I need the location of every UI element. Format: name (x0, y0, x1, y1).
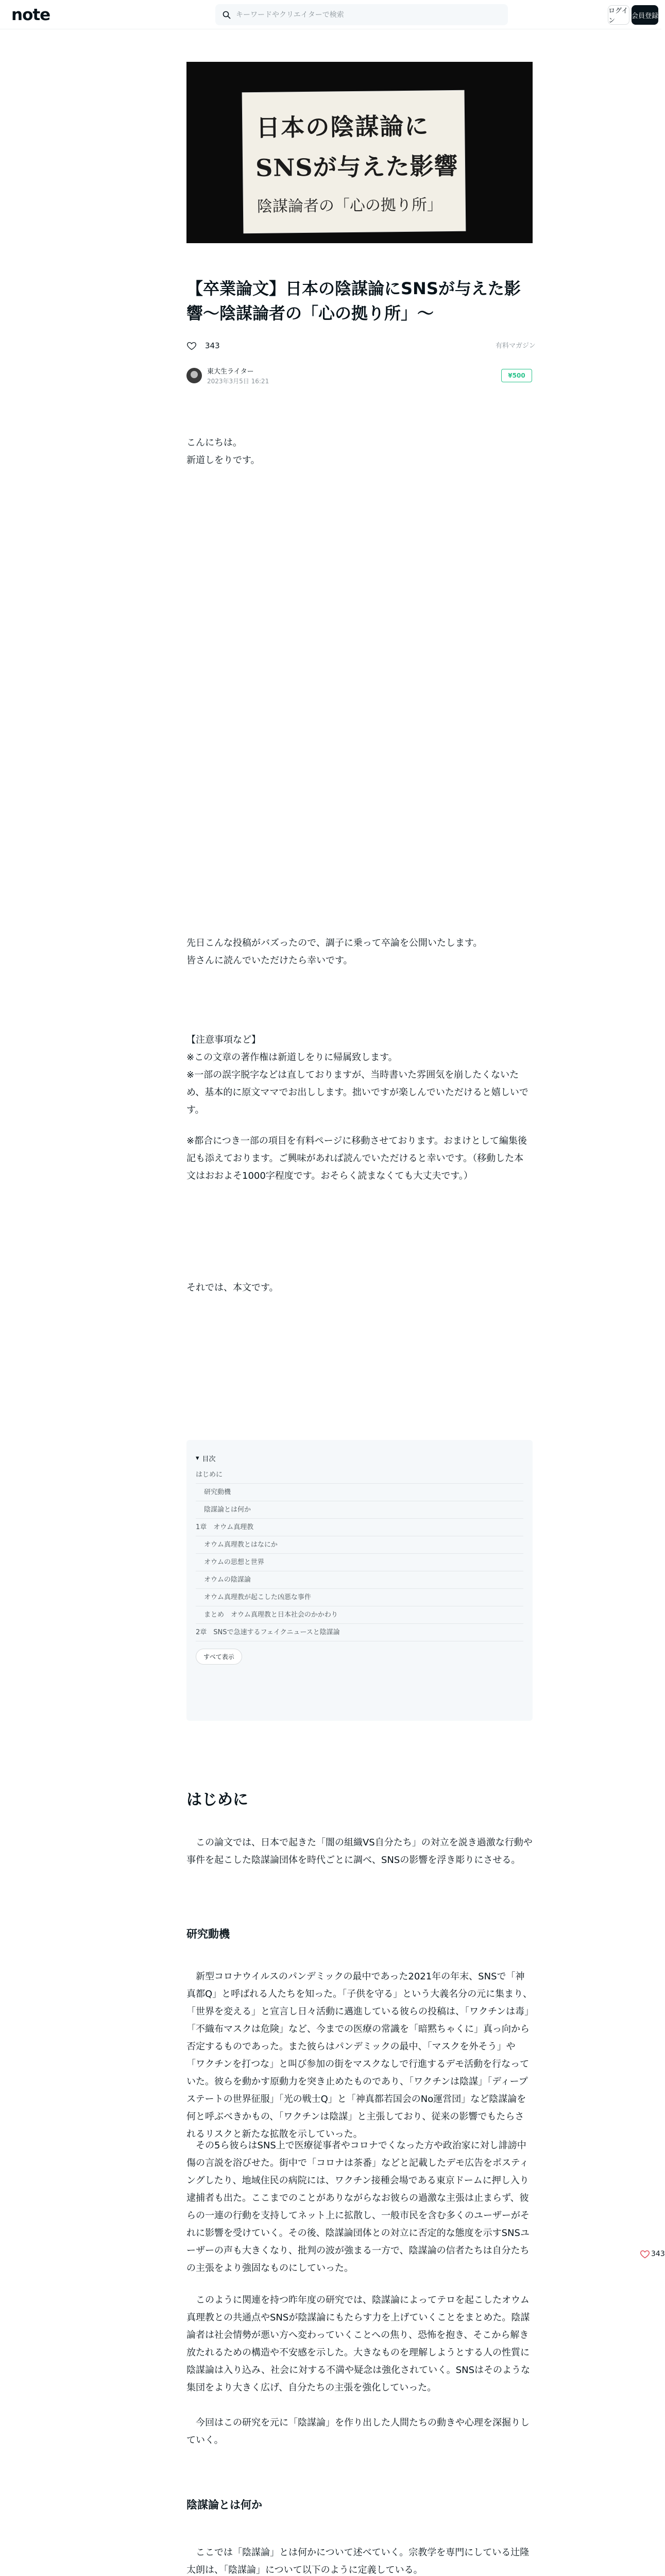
toc-item[interactable]: はじめに (196, 1466, 523, 1484)
paragraph: 今回はこの研究を元に「陰謀論」を作り出した人間たちの動きや心理を深掘りしていく。 (186, 2417, 530, 2446)
paid-magazine-link[interactable]: 有料マガジン (496, 342, 536, 350)
note-logo[interactable]: note (11, 6, 50, 24)
price-badge[interactable]: ¥500 (501, 369, 532, 382)
floating-like-count: 343 (651, 2250, 665, 2258)
like-count: 343 (205, 341, 220, 350)
search-input[interactable] (236, 11, 493, 19)
toc-heading[interactable]: ▾ 目次 (196, 1454, 216, 1463)
like-button[interactable] (186, 341, 220, 351)
intro-text: 先日こんな投稿がバズったので、調子に乗って卒論を公開いたします。 皆さんに読んでいただけたら幸いです。 (186, 938, 483, 966)
toc-item[interactable]: 陰謀論とは何か (196, 1501, 523, 1519)
hero-line-2: SNSが与えた影響 (255, 151, 458, 182)
toc-item[interactable]: 2章 SNSで急速するフェイクニュースと陰謀論 (196, 1624, 523, 1641)
floating-like[interactable] (640, 2249, 665, 2259)
heart-icon (640, 2249, 650, 2259)
site-header (0, 0, 661, 29)
heart-icon (186, 341, 197, 351)
hero-line-1: 日本の陰謀論に (256, 112, 430, 142)
author-name[interactable]: 東大生ライター (207, 368, 254, 376)
notes-2: ※一部の誤字脱字などは直しておりますが、当時書いた雰囲気を崩したくないため、基本的に原文ママでお出しします。拙いですが楽しんでいただけると嬉しいです。 (186, 1070, 528, 1115)
paragraph: ここでは「陰謀論」とは何かについて述べていく。宗教学を専門にしている辻隆太朗は、「陰謀論」について以下のように定義している。 (186, 2547, 530, 2575)
search-bar[interactable] (215, 4, 508, 25)
toc-item[interactable]: オウムの思想と世界 (196, 1554, 523, 1571)
toc-item[interactable]: まとめ オウム真理教と日本社会のかかわり (196, 1606, 523, 1624)
avatar[interactable] (186, 368, 202, 383)
toc-item[interactable]: 1章 オウム真理教 (196, 1519, 523, 1536)
table-of-contents (186, 1440, 533, 1721)
section-heading: はじめに (186, 1791, 248, 1809)
subsection-heading: 研究動機 (186, 1928, 230, 1940)
search-icon (223, 11, 231, 19)
paragraph: この論文では、日本で起きた「闇の組織VS自分たち」の対立を説き過激な行動や事件を起こした陰謀論団体を時代ごとに調べ、SNSの影響を浮き彫りにさせる。 (186, 1837, 533, 1866)
start-text: それでは、本文です。 (186, 1282, 279, 1293)
article-title: 【卒業論文】日本の陰謀論にSNSが与えた影響〜陰謀論者の「心の拠り所」〜 (186, 279, 521, 323)
paragraph: このように関連を持つ昨年度の研究では、陰謀論によってテロを起こしたオウム真理教との共通点やSNSが陰謀論にもたらす力を上げていくことをまとめた。陰謀論者は社会情勢が悪い方へ変わっていくことへの焦り、恐怖を抱き、そこから解き放たれるための構造や不安感を示した。大きなものを理解しようとする人の性質に陰謀論は入り込み、社会に対する不満や疑念は強化されていく。SNSはそのような集団をより大きく広げ、自分たちの主張を強化していった。 (186, 2295, 531, 2393)
hero-image (186, 62, 533, 243)
paragraph: その5ら彼らはSNS上で医療従事者やコロナでくなった方や政治家に対し誹謗中傷の言説を浴びせた。街中で「コロナは茶番」などと記載したデモ広告をポスティングしたり、地域住民の病院には、ワクチン接種会場である東京ドームに押し入り逮捕者も出た。ここまでのことがありながらなお彼らの過激な主張は止まらず、彼らの一連の行動を支持してネット上に拡散し、一般市民を含む多くのユーザーがそれに影響を受けていく。その後、陰謀論団体との対立に否定的な態度を示すSNSユーザーの声も大きくなり、批判の波が強まる一方で、陰謀論の信者たちは自分たちの主張をより強固なものにしていった。 (186, 2140, 530, 2274)
post-date: 2023年3月5日 16:21 (207, 378, 269, 385)
notes-title: 【注意事項など】 (186, 1035, 261, 1045)
login-button[interactable]: ログイン (608, 5, 629, 25)
hero-paper (243, 91, 466, 233)
author-block[interactable] (186, 366, 269, 385)
paragraph: 新型コロナウイルスのパンデミックの最中であった2021年の年末、SNSで「神真都Q」と呼ばれる人たちを知った。「子供を守る」という大義名分の元に集まり、「世界を変える」と宣言し日々活動に邁進している彼らの投稿は、「ワクチンは毒」「不織布マスクは危険」など、今までの医療の常識を「暗黙ちゃくに」真っ向から否定するものであった。また彼らはパンデミックの最中、「マスクを外そう」や「ワクチンを打つな」と叫び参加の街をマスクなしで行進するデモ活動を行なっていた。彼らを動かす原動力を突き止めたものであり、「ワクチンは陰謀」「ディープステートの世界征服」「光の戦士Q」と「神真都若国会のNo運営団」など陰謀論を何と呼ぶべきかもの、「ワクチンは陰謀」と主張しており、従来の影響でもたらされるリスクと新たな拡散を示していった。 (186, 1971, 533, 2140)
toc-item[interactable]: オウム真理教とはなにか (196, 1536, 523, 1554)
toc-show-all-button[interactable]: すべて表示 (196, 1649, 242, 1665)
notes-1: ※この文章の著作権は新道しをりに帰属致します。 (186, 1052, 398, 1063)
toc-item[interactable]: オウムの陰謀論 (196, 1571, 523, 1589)
register-button[interactable]: 会員登録 (632, 5, 658, 25)
notes-3: ※都合につき一部の項目を有料ページに移動させております。おまけとして編集後記も添えております。ご興味があれば読んでいただけると幸いです。（移動した本文はおおよそ1000字程度です。おそらく読まなくても大丈夫です。） (186, 1136, 527, 1181)
subsection-heading: 陰謀論とは何か (186, 2499, 262, 2511)
hero-line-3: 陰謀論者の「心の拠り所」 (257, 196, 443, 216)
greeting: こんにちは。 新道しをりです。 (186, 437, 260, 466)
chevron-down-icon: ▾ (196, 1454, 199, 1462)
toc-item[interactable]: 研究動機 (196, 1484, 523, 1501)
toc-item[interactable]: オウム真理教が起こした凶悪な事件 (196, 1589, 523, 1606)
